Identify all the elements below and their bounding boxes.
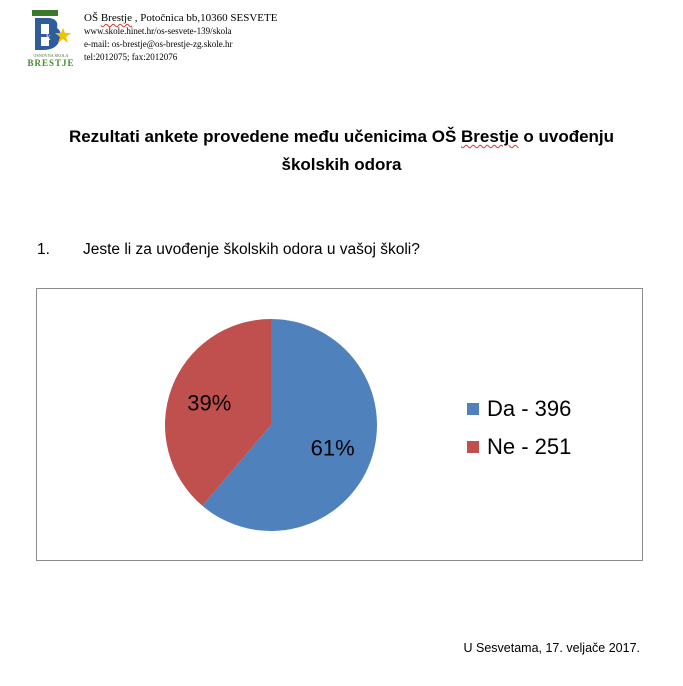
letterhead-street: , Potočnica bb,10360 SESVETE [131,12,278,24]
legend-label: Ne - 251 [487,434,572,459]
letterhead [27,10,667,76]
title-prefix: Rezultati ankete provedene među učenicima OŠ [68,127,462,146]
legend-swatch [467,403,479,415]
brestje-school-logo-icon [27,10,75,54]
place-and-date: U Sesvetama, 17. veljače 2017. [463,641,640,655]
letterhead-address [84,11,277,64]
legend-label: Da - 396 [487,396,572,421]
school-logo [27,10,75,72]
question-number: 1. [37,241,50,258]
document-title-line2: školskih odora [281,155,402,174]
title-suffix: o uvođenju [518,127,615,146]
survey-question [37,241,420,259]
document-title [30,123,653,179]
legend-item-ne [467,428,571,466]
letterhead-email: e-mail: os-brestje@os-brestje-zg.skole.hr [84,39,233,49]
legend-swatch [467,441,479,453]
letterhead-address-line [84,11,277,25]
letterhead-school-name: Brestje [100,12,132,24]
logo-school-name: BRESTJE [27,58,75,68]
pie-label-da: 61% [310,435,355,461]
document-title-line1 [30,123,653,151]
letterhead-phone: tel:2012075; fax:2012076 [84,52,178,62]
svg-text:k: k [46,32,51,42]
pie-label-ne: 39% [187,390,232,416]
letterhead-website: www.skole.hinet.hr/os-sesvete-139/skola [84,26,232,36]
question-text: Jeste li za uvođenje školskih odora u vašoj školi? [83,241,420,258]
letterhead-prefix: OŠ [84,12,101,24]
legend-item-da [467,390,571,428]
title-school-name: Brestje [461,127,519,146]
logo-school-type: OSNOVNA ŠKOLA [33,53,69,58]
pie-chart [36,288,643,561]
chart-legend [467,390,571,466]
